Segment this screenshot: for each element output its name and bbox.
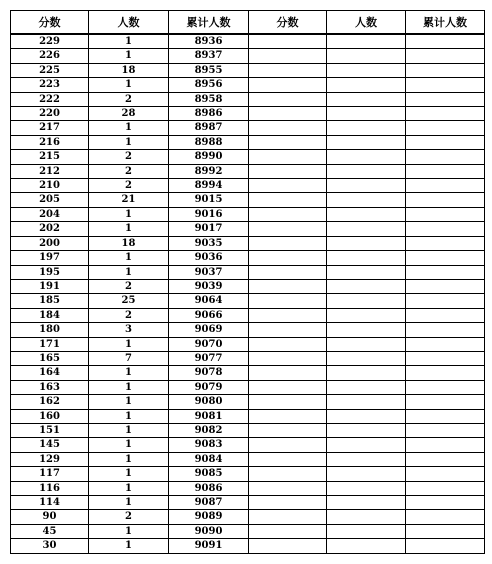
cell-score: 114 <box>11 496 89 510</box>
empty-cell <box>327 222 406 236</box>
table-row <box>11 438 485 452</box>
cell-score: 229 <box>11 34 89 49</box>
empty-cell <box>327 510 406 524</box>
cell-cumulative: 9069 <box>169 323 249 337</box>
table-row <box>11 49 485 63</box>
cell-cumulative: 8987 <box>169 121 249 135</box>
empty-cell <box>249 323 327 337</box>
cell-count: 3 <box>89 323 169 337</box>
empty-cell <box>249 409 327 423</box>
empty-cell <box>249 150 327 164</box>
table-row <box>11 423 485 437</box>
empty-cell <box>406 222 485 236</box>
table-row <box>11 34 485 49</box>
table-row <box>11 323 485 337</box>
empty-cell <box>249 452 327 466</box>
table-row <box>11 496 485 510</box>
cell-cumulative: 9086 <box>169 481 249 495</box>
cell-cumulative: 9070 <box>169 337 249 351</box>
cell-count: 1 <box>89 251 169 265</box>
empty-cell <box>249 366 327 380</box>
cell-score: 145 <box>11 438 89 452</box>
empty-cell <box>406 481 485 495</box>
empty-cell <box>406 452 485 466</box>
table-row <box>11 294 485 308</box>
empty-cell <box>249 222 327 236</box>
empty-cell <box>327 107 406 121</box>
table-row <box>11 193 485 207</box>
empty-cell <box>327 467 406 481</box>
empty-cell <box>249 34 327 49</box>
cell-score: 204 <box>11 207 89 221</box>
empty-cell <box>406 308 485 322</box>
cell-cumulative: 9084 <box>169 452 249 466</box>
empty-cell <box>249 164 327 178</box>
empty-cell <box>406 467 485 481</box>
empty-cell <box>327 524 406 538</box>
empty-cell <box>406 49 485 63</box>
cell-score: 116 <box>11 481 89 495</box>
cell-cumulative: 9066 <box>169 308 249 322</box>
table-row <box>11 337 485 351</box>
cell-cumulative: 9037 <box>169 265 249 279</box>
cell-count: 2 <box>89 510 169 524</box>
empty-cell <box>406 150 485 164</box>
cell-cumulative: 9089 <box>169 510 249 524</box>
empty-cell <box>327 150 406 164</box>
table-row <box>11 222 485 236</box>
table-row <box>11 251 485 265</box>
cell-count: 1 <box>89 207 169 221</box>
header-cumulative-2: 累计人数 <box>406 11 485 35</box>
empty-cell <box>406 294 485 308</box>
cell-score: 220 <box>11 107 89 121</box>
table-row <box>11 150 485 164</box>
cell-score: 226 <box>11 49 89 63</box>
header-score-2: 分数 <box>249 11 327 35</box>
empty-cell <box>327 438 406 452</box>
cell-cumulative: 9077 <box>169 351 249 365</box>
table-row <box>11 107 485 121</box>
empty-cell <box>249 135 327 149</box>
table-row <box>11 78 485 92</box>
empty-cell <box>406 193 485 207</box>
cell-score: 212 <box>11 164 89 178</box>
empty-cell <box>406 78 485 92</box>
cell-count: 1 <box>89 366 169 380</box>
cell-score: 223 <box>11 78 89 92</box>
cell-count: 1 <box>89 121 169 135</box>
empty-cell <box>327 179 406 193</box>
cell-score: 129 <box>11 452 89 466</box>
empty-cell <box>327 337 406 351</box>
cell-cumulative: 9080 <box>169 395 249 409</box>
cell-score: 210 <box>11 179 89 193</box>
empty-cell <box>406 409 485 423</box>
empty-cell <box>249 92 327 106</box>
cell-score: 205 <box>11 193 89 207</box>
cell-score: 225 <box>11 63 89 77</box>
empty-cell <box>249 107 327 121</box>
cell-count: 1 <box>89 265 169 279</box>
cell-count: 1 <box>89 539 169 553</box>
empty-cell <box>406 337 485 351</box>
cell-score: 160 <box>11 409 89 423</box>
cell-cumulative: 9083 <box>169 438 249 452</box>
cell-cumulative: 9039 <box>169 279 249 293</box>
empty-cell <box>249 78 327 92</box>
cell-cumulative: 9079 <box>169 380 249 394</box>
cell-score: 191 <box>11 279 89 293</box>
empty-cell <box>249 496 327 510</box>
empty-cell <box>327 496 406 510</box>
empty-cell <box>249 337 327 351</box>
empty-cell <box>406 135 485 149</box>
cell-cumulative: 8958 <box>169 92 249 106</box>
cell-count: 1 <box>89 481 169 495</box>
empty-cell <box>406 164 485 178</box>
cell-cumulative: 8936 <box>169 34 249 49</box>
empty-cell <box>327 308 406 322</box>
empty-cell <box>327 481 406 495</box>
empty-cell <box>406 496 485 510</box>
empty-cell <box>406 279 485 293</box>
cell-count: 1 <box>89 524 169 538</box>
empty-cell <box>249 294 327 308</box>
table-row <box>11 279 485 293</box>
empty-cell <box>249 279 327 293</box>
cell-count: 2 <box>89 164 169 178</box>
cell-score: 197 <box>11 251 89 265</box>
empty-cell <box>327 366 406 380</box>
empty-cell <box>406 438 485 452</box>
table-row <box>11 63 485 77</box>
cell-count: 1 <box>89 49 169 63</box>
table-row <box>11 92 485 106</box>
cell-count: 2 <box>89 279 169 293</box>
empty-cell <box>249 395 327 409</box>
cell-cumulative: 9015 <box>169 193 249 207</box>
empty-cell <box>406 179 485 193</box>
cell-cumulative: 9091 <box>169 539 249 553</box>
cell-cumulative: 9081 <box>169 409 249 423</box>
empty-cell <box>249 438 327 452</box>
cell-score: 180 <box>11 323 89 337</box>
cell-count: 2 <box>89 179 169 193</box>
empty-cell <box>406 251 485 265</box>
empty-cell <box>406 265 485 279</box>
empty-cell <box>249 236 327 250</box>
cell-cumulative: 9082 <box>169 423 249 437</box>
table-header <box>11 11 485 35</box>
cell-cumulative: 8956 <box>169 78 249 92</box>
cell-count: 7 <box>89 351 169 365</box>
cell-score: 151 <box>11 423 89 437</box>
empty-cell <box>406 323 485 337</box>
empty-cell <box>327 78 406 92</box>
table-row <box>11 467 485 481</box>
empty-cell <box>327 395 406 409</box>
cell-cumulative: 8990 <box>169 150 249 164</box>
cell-score: 45 <box>11 524 89 538</box>
cell-score: 202 <box>11 222 89 236</box>
cell-cumulative: 8955 <box>169 63 249 77</box>
empty-cell <box>249 481 327 495</box>
table-row <box>11 452 485 466</box>
cell-score: 30 <box>11 539 89 553</box>
empty-cell <box>327 409 406 423</box>
empty-cell <box>249 207 327 221</box>
empty-cell <box>406 510 485 524</box>
cell-cumulative: 9017 <box>169 222 249 236</box>
cell-count: 1 <box>89 409 169 423</box>
cell-score: 185 <box>11 294 89 308</box>
table-row <box>11 179 485 193</box>
cell-cumulative: 9078 <box>169 366 249 380</box>
empty-cell <box>249 524 327 538</box>
cell-count: 2 <box>89 308 169 322</box>
empty-cell <box>327 135 406 149</box>
table-row <box>11 207 485 221</box>
cell-count: 18 <box>89 236 169 250</box>
empty-cell <box>327 121 406 135</box>
empty-cell <box>327 539 406 553</box>
table-row <box>11 135 485 149</box>
cell-count: 1 <box>89 135 169 149</box>
cell-count: 28 <box>89 107 169 121</box>
empty-cell <box>249 539 327 553</box>
empty-cell <box>406 236 485 250</box>
empty-cell <box>406 63 485 77</box>
cell-score: 184 <box>11 308 89 322</box>
cell-cumulative: 8992 <box>169 164 249 178</box>
empty-cell <box>249 308 327 322</box>
cell-count: 2 <box>89 92 169 106</box>
table-row <box>11 380 485 394</box>
empty-cell <box>406 207 485 221</box>
cell-score: 163 <box>11 380 89 394</box>
empty-cell <box>249 351 327 365</box>
empty-cell <box>327 294 406 308</box>
cell-cumulative: 9064 <box>169 294 249 308</box>
cell-cumulative: 8994 <box>169 179 249 193</box>
empty-cell <box>249 121 327 135</box>
empty-cell <box>327 251 406 265</box>
table-row <box>11 121 485 135</box>
empty-cell <box>249 63 327 77</box>
cell-count: 1 <box>89 78 169 92</box>
empty-cell <box>249 510 327 524</box>
empty-cell <box>406 366 485 380</box>
empty-cell <box>406 92 485 106</box>
table-row <box>11 351 485 365</box>
empty-cell <box>406 34 485 49</box>
empty-cell <box>406 121 485 135</box>
empty-cell <box>327 380 406 394</box>
cell-cumulative: 9085 <box>169 467 249 481</box>
cell-cumulative: 9036 <box>169 251 249 265</box>
cell-score: 164 <box>11 366 89 380</box>
cell-cumulative: 9035 <box>169 236 249 250</box>
empty-cell <box>327 423 406 437</box>
cell-cumulative: 9016 <box>169 207 249 221</box>
header-count: 人数 <box>89 11 169 35</box>
empty-cell <box>249 380 327 394</box>
cell-count: 1 <box>89 337 169 351</box>
cell-cumulative: 8937 <box>169 49 249 63</box>
empty-cell <box>327 193 406 207</box>
cell-count: 1 <box>89 222 169 236</box>
empty-cell <box>406 351 485 365</box>
cell-score: 162 <box>11 395 89 409</box>
cell-count: 1 <box>89 423 169 437</box>
cell-score: 222 <box>11 92 89 106</box>
empty-cell <box>249 49 327 63</box>
empty-cell <box>327 279 406 293</box>
cell-count: 1 <box>89 467 169 481</box>
empty-cell <box>249 265 327 279</box>
header-score: 分数 <box>11 11 89 35</box>
table-row <box>11 236 485 250</box>
empty-cell <box>406 395 485 409</box>
cell-count: 1 <box>89 496 169 510</box>
table-row <box>11 366 485 380</box>
empty-cell <box>327 92 406 106</box>
cell-count: 1 <box>89 380 169 394</box>
cell-score: 171 <box>11 337 89 351</box>
header-cumulative: 累计人数 <box>169 11 249 35</box>
table-row <box>11 510 485 524</box>
empty-cell <box>406 423 485 437</box>
table-row <box>11 481 485 495</box>
table-row <box>11 539 485 553</box>
empty-cell <box>327 49 406 63</box>
table-row <box>11 524 485 538</box>
cell-cumulative: 8988 <box>169 135 249 149</box>
empty-cell <box>327 34 406 49</box>
cell-count: 1 <box>89 395 169 409</box>
empty-cell <box>327 207 406 221</box>
cell-cumulative: 9087 <box>169 496 249 510</box>
cell-score: 90 <box>11 510 89 524</box>
empty-cell <box>406 524 485 538</box>
table-row <box>11 308 485 322</box>
cell-count: 18 <box>89 63 169 77</box>
cell-score: 195 <box>11 265 89 279</box>
empty-cell <box>327 351 406 365</box>
cell-cumulative: 8986 <box>169 107 249 121</box>
empty-cell <box>406 380 485 394</box>
empty-cell <box>327 236 406 250</box>
table-row <box>11 164 485 178</box>
table-body <box>11 34 485 553</box>
cell-score: 217 <box>11 121 89 135</box>
cell-score: 165 <box>11 351 89 365</box>
empty-cell <box>249 423 327 437</box>
cell-count: 1 <box>89 452 169 466</box>
table-row <box>11 395 485 409</box>
cell-count: 1 <box>89 34 169 49</box>
cell-count: 25 <box>89 294 169 308</box>
cell-score: 200 <box>11 236 89 250</box>
header-row <box>11 11 485 35</box>
empty-cell <box>406 107 485 121</box>
empty-cell <box>249 467 327 481</box>
table-row <box>11 265 485 279</box>
header-count-2: 人数 <box>327 11 406 35</box>
empty-cell <box>249 251 327 265</box>
empty-cell <box>327 164 406 178</box>
score-distribution-table <box>10 10 485 554</box>
cell-count: 1 <box>89 438 169 452</box>
empty-cell <box>327 265 406 279</box>
empty-cell <box>249 179 327 193</box>
empty-cell <box>327 452 406 466</box>
empty-cell <box>249 193 327 207</box>
cell-count: 21 <box>89 193 169 207</box>
empty-cell <box>327 323 406 337</box>
table-row <box>11 409 485 423</box>
empty-cell <box>406 539 485 553</box>
cell-cumulative: 9090 <box>169 524 249 538</box>
cell-count: 2 <box>89 150 169 164</box>
cell-score: 216 <box>11 135 89 149</box>
cell-score: 215 <box>11 150 89 164</box>
cell-score: 117 <box>11 467 89 481</box>
empty-cell <box>327 63 406 77</box>
